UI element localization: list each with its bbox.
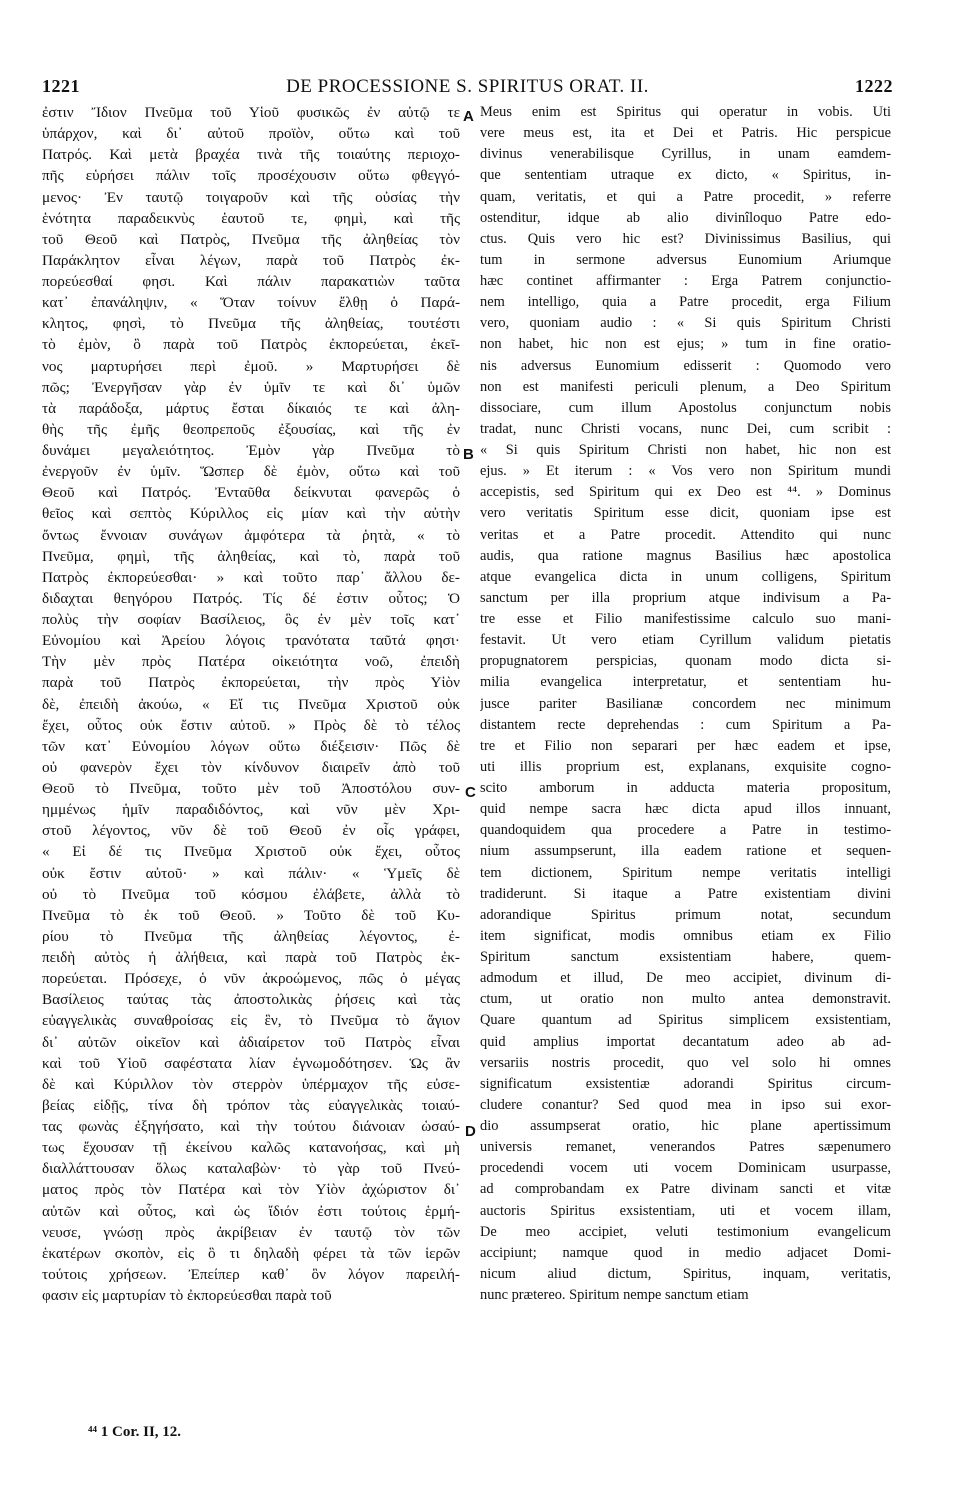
greek-text-line: Πνεῦμα τὸ ἐκ τοῦ Θεοῦ. » Τοῦτο δὲ τοῦ Κυ- xyxy=(42,906,460,924)
greek-text-line: τὸ ἐμὸν, ὃ παρὰ τοῦ Πατρὸς ἐκπορεύεται, ἐκεῖ- xyxy=(42,336,460,354)
latin-text-line: accipiunt; namque quod in medio adjacet Domi- xyxy=(480,1244,891,1261)
greek-text-line: « Εἰ δέ τις Πνεῦμα Χριστοῦ οὐκ ἔχει, οὗτος xyxy=(42,843,460,861)
greek-text-line: ἐστιν Ἴδιον Πνεῦμα τοῦ Υἱοῦ φυσικῶς ἐν αὐτῷ τε xyxy=(42,104,460,121)
greek-text-line: τὰ παράδοξα, μάρτυς ἔσται δίκαιός τε καὶ ἀλη- xyxy=(42,399,460,417)
footnote: ⁴⁴ 1 Cor. II, 12. xyxy=(88,1424,182,1440)
latin-text-line: De meo accipiet, veluti testimonium evangelicum xyxy=(480,1223,891,1240)
greek-text-line: Παράκλητον εἶναι λέγων, παρὰ τοῦ Πατρὸς ἐκ- xyxy=(42,251,460,269)
greek-text-line: Πατρὸς ἐκπορεύεσθαι· » καὶ τοῦτο παρ᾽ ἄλλου δε- xyxy=(42,568,460,586)
greek-text-line: διδαχται θεηγόρου Πατρός. Τίς δέ ἐστιν οὗτος; Ὁ xyxy=(42,589,460,607)
latin-text-line: atque evangelica dicta in unum colligens, Spiritum xyxy=(480,568,891,585)
latin-text-line: tum in sermone adversus Eunomium Ariumque xyxy=(480,251,891,268)
latin-text-line: vere meus est, ita et Dei et Patris. Hic perspicue xyxy=(480,125,891,142)
greek-text-line: Πνεῦμα, φημὶ, τῆς ἀληθείας, καὶ τὸ, παρὰ τοῦ xyxy=(42,547,460,565)
latin-text-line: que sententiam utraque ex dicto, « Spiritus, in- xyxy=(480,167,891,184)
greek-text-line: οὐκ ἔστιν αὐτοῦ· » καὶ πάλιν· « Ὑμεῖς δὲ xyxy=(42,864,460,882)
page-number-left: 1221 xyxy=(42,76,80,96)
latin-text-line: universis remanet, venerandos Patres sæpenumero xyxy=(480,1139,891,1156)
greek-text-line: τως ἔχουσαν τῇ ἐκείνου καλῶς κατανοήσας, καὶ μὴ xyxy=(42,1139,460,1157)
latin-text-line: audis, qua ratione magnus Basilius hæc apostolica xyxy=(480,547,891,564)
latin-text-line: item significat, modis omnibus etiam ex Filio xyxy=(480,927,891,944)
latin-text-line: admodum et illud, De meo accipiet, divinum di- xyxy=(480,970,891,987)
greek-text-line: βείας εἰδῇς, τίνα δὴ τρόπον τὰς εὐαγγελικὰς τοιαύ- xyxy=(42,1096,460,1114)
greek-text-line: ματος πρὸς τὸν Πατέρα καὶ τὸν Υἱὸν ἀχώριστον δι᾽ xyxy=(42,1181,460,1199)
latin-text-line: dio assumpserat oratio, hic plane apertissimum xyxy=(480,1118,891,1134)
latin-text-line: ctum, ut oratio non multo antea demonstravit. xyxy=(480,991,891,1008)
greek-text-line: εὐαγγελικὰς συναθροίσας εἰς ἓν, τὸ Πνεῦμα τὸ ἅγιον xyxy=(42,1012,460,1030)
latin-text-line: milia evangelica interpretatur, et sententiam hu- xyxy=(480,674,891,691)
latin-text-line: significatum exsistentiæ adorandi Spiritus circum- xyxy=(480,1075,891,1092)
latin-text-line: Quare quantum ad Spiritus simplicem exsistentiam, xyxy=(480,1012,891,1029)
latin-text-line: divinus venerabilisque Cyrillus, in unam eamdem- xyxy=(480,146,891,163)
latin-text-line: hæc continet affirmanter : Erga Patrem conjunctio- xyxy=(480,273,891,289)
margin-marker-d: D xyxy=(465,1123,476,1140)
latin-text-line: ostenditur, idque ab alio divinîloquo Patre edo- xyxy=(480,209,891,226)
greek-text-line: κλητος, φησὶ, τὸ Πνεῦμα τῆς ἀληθείας, τουτέστι xyxy=(42,315,460,333)
greek-text-line: κατ᾽ ἐπανάληψιν, « Ὅταν τοίνυν ἔλθῃ ὁ Παρά- xyxy=(42,294,460,312)
greek-text-line: οὐ τὸ Πνεῦμα τοῦ κόσμου ἐλάβετε, ἀλλὰ τὸ xyxy=(42,885,460,903)
greek-text-line: ὄντως ἔννοιαν συνάγων ἀμφότερα τὰ ῥητὰ, « τὸ xyxy=(42,526,460,544)
latin-text-line: « Si quis Spiritum Christi non habet, hic non est xyxy=(480,442,891,458)
greek-text-line: οὐ φανερὸν ἔχει τὸν κίνδυνον διαιρεῖν ἀπὸ τοῦ xyxy=(42,758,460,776)
latin-text-line: tem dictionem, Spiritum nempe veritatis intelligi xyxy=(480,864,891,881)
margin-marker-c: C xyxy=(465,784,476,801)
greek-text-line: πολὺς τὴν σοφίαν Βασίλειος, ὃς ἐν μὲν τοῖς κατ᾽ xyxy=(42,611,460,628)
latin-text-line: nicum aliud dictum, Spiritus, inquam, veritatis, xyxy=(480,1265,891,1282)
greek-text-line: δι᾽ αὐτῶν οἰκεῖον καὶ ἀδιαίρετον τοῦ Πατρὸς εἶναι xyxy=(42,1033,460,1051)
greek-text-line: μενος· Ἐν ταυτῷ τοιγαροῦν καὶ τῆς οὐσίας τὴν xyxy=(42,188,460,206)
greek-text-line: ἐνεργοῦν ἐν ὑμῖν. Ὥσπερ δὲ ἐμὸν, οὕτω καὶ τοῦ xyxy=(42,463,460,481)
latin-text-line: cludere conantur? Sed quod mea in ipso sui exor- xyxy=(480,1096,891,1113)
greek-text-line: Εὐνομίου καὶ Ἀρείου λόγοις τρανότατα ταῦτά φησι· xyxy=(42,632,460,650)
latin-text-line: quid amplius importat decantatum adeo ab ad- xyxy=(480,1033,891,1050)
greek-text-line: τούτοις χρήσεων. Ἐπείπερ καθ᾽ ὃν λόγον παρειλή- xyxy=(42,1265,460,1283)
running-head xyxy=(42,76,893,100)
greek-text-line: ημμένως ἡμῖν παραδιδόντος, καὶ νῦν μὲν Χρι- xyxy=(42,801,460,819)
greek-text-line: δυνάμει μεγαλειότητος. Ἐμὸν γὰρ Πνεῦμα τὸ xyxy=(42,442,460,459)
greek-text-line: Πατρός. Καὶ μετὰ βραχέα τινὰ τῆς τοιαύτης περιοχο- xyxy=(42,146,460,164)
latin-text-line: procedendi vocem uti vocem Dominicam usurpasse, xyxy=(480,1160,891,1177)
greek-text-line: παρὰ τοῦ Πατρὸς ἐκπορεύεται, τὴν πρὸς Υἱὸν xyxy=(42,674,460,692)
latin-text-line: nunc prætereo. Spiritum nempe sanctum etiam xyxy=(480,1287,749,1303)
latin-text-line: non habet, hic non est ejus; » tum in fine oratio- xyxy=(480,336,891,353)
latin-text-line: auctoris Spiritus exsistentiam, uti et vocem illam, xyxy=(480,1202,891,1219)
latin-text-line: tre esse et Filio manifestissime calculo suo mani- xyxy=(480,611,891,627)
latin-text-line: quid nempe sacra hæc dicta apud illos innuant, xyxy=(480,801,891,818)
margin-marker-b: B xyxy=(463,446,474,463)
greek-text-line: Τὴν μὲν πρὸς Πατέρα οἰκειότητα νοῶ, ἐπειδὴ xyxy=(42,653,460,671)
greek-text-line: νευσε, γνώσῃ πρὸς ἀκρίβειαν ἐν ταυτῷ τὸν τῶν xyxy=(42,1223,460,1241)
latin-text-line: scito amborum in adducta materia propositum, xyxy=(480,780,891,796)
latin-text-line: quandoquidem qua procedere a Patre in testimo- xyxy=(480,822,891,839)
greek-text-line: Βασίλειος ταύτας τὰς ἀποστολικὰς ῥήσεις καὶ τὰς xyxy=(42,991,460,1009)
latin-text-line: propugnatorem perspicias, quonam modo dicta si- xyxy=(480,653,891,670)
greek-text-line: Θεοῦ καὶ Πατρός. Ἐνταῦθα δείκνυται φανερῶς ὁ xyxy=(42,484,460,502)
greek-text-line: θὴς τῆς ἐμῆς θεοπρεποῦς ἐξουσίας, καὶ τῆς ἐν xyxy=(42,420,460,438)
latin-text-line: distantem recte deprehendas : cum Spiritum a Pa- xyxy=(480,716,891,733)
latin-text-line: ctus. Quis vero hic est? Divinissimus Basilius, qui xyxy=(480,230,891,247)
greek-text-line: ἑκατέρων σκοπὸν, εἰς ὃ τι δηλαδὴ φέρει τὰ τῶν ἱερῶν xyxy=(42,1244,460,1262)
latin-text-line: nium assumpserunt, illa eadem ratione et sequen- xyxy=(480,843,891,860)
greek-text-line: θεῖος καὶ σεπτὸς Κύριλλος εἰς μίαν καὶ τὴν αὐτὴν xyxy=(42,505,460,523)
greek-text-line: πειδὴ αὐτὸς ἡ ἀλήθεια, καὶ παρὰ τοῦ Πατρὸς ἐκ- xyxy=(42,949,460,966)
latin-text-line: ad comprobandam ex Patre divinam sancti et vitæ xyxy=(480,1181,891,1198)
greek-text-line: τοῦ Θεοῦ καὶ Πατρὸς, Πνεῦμα τῆς ἀληθείας τὸν xyxy=(42,230,460,248)
greek-text-line: διαλλάττουσαν ὅλως καταλαβὼν· τὸ γὰρ τοῦ Πνεύ- xyxy=(42,1160,460,1178)
greek-text-line: στοῦ λέγοντος, νῦν δὲ τοῦ Θεοῦ ἐν οἷς γράφει, xyxy=(42,822,460,840)
page-title: DE PROCESSIONE S. SPIRITUS ORAT. II. xyxy=(286,76,649,97)
latin-text-line: versariis nostris procedit, quo vel solo hi omnes xyxy=(480,1054,891,1071)
latin-text-line: vero veritatis Spiritum esse dicit, quoniam ipse est xyxy=(480,505,891,522)
greek-text-line: φασιν εἰς μαρτυρίαν τὸ ἐκπορεύεσθαι παρὰ τοῦ xyxy=(42,1287,332,1304)
page-number-right: 1222 xyxy=(854,76,893,96)
margin-marker-a: A xyxy=(463,108,474,125)
latin-text-line: nis adversus Eunomium edisserit : Quomodo vero xyxy=(480,357,891,374)
greek-text-line: νος μαρτυρήσει περὶ ἐμοῦ. » Μαρτυρήσει δὲ xyxy=(42,357,460,375)
greek-text-line: πορεύεται. Πρόσεχε, ὁ νῦν ἀκροώμενος, πῶς ὁ μέγας xyxy=(42,970,460,988)
latin-text-line: vero, quoniam audio : « Si quis Spiritum Christi xyxy=(480,315,891,332)
greek-text-line: ἔχει, οὗτος οὐκ ἔστιν αὐτοῦ. » Πρὸς δὲ τὸ τέλος xyxy=(42,716,460,734)
latin-text-line: adorandique Spiritus primum notat, secundum xyxy=(480,906,891,923)
latin-text-line: veritas et a Patre procedit. Attendito qui nunc xyxy=(480,526,891,543)
latin-text-line: ejus. » Et iterum : « Vos vero non Spiritum mundi xyxy=(480,463,891,480)
greek-text-line: δὲ, ἐπειδὴ ἀκούω, « Εἴ τις Πνεῦμα Χριστοῦ οὐκ xyxy=(42,695,460,713)
latin-column xyxy=(480,102,891,1306)
latin-text-line: accepistis, sed Spiritum qui ex Deo est ⁴⁴. » Dominus xyxy=(480,484,891,501)
latin-text-line: tre et Filio non separari per hæc eadem et ipse, xyxy=(480,737,891,754)
greek-text-line: ἑνότητα παραδεικνὺς ἑαυτοῦ τε, φημὶ, καὶ τῆς xyxy=(42,209,460,227)
latin-text-line: Meus enim est Spiritus qui operatur in vobis. Uti xyxy=(480,104,891,120)
greek-text-line: δὲ καὶ Κύριλλον τὸν στερρὸν ὑπέρμαχον τῆς εὐσε- xyxy=(42,1075,460,1093)
greek-text-line: ὑπάρχον, καὶ δι᾽ αὐτοῦ προϊὸν, οὕτω καὶ τοῦ xyxy=(42,125,460,143)
greek-text-line: πορεύεσθαί φησι. Καὶ πάλιν παρακατιὼν ταῦτα xyxy=(42,273,460,290)
latin-text-line: quam, veritatis, et qui a Patre procedit, » referre xyxy=(480,188,891,205)
latin-text-line: sanctum per illa proprium atque indivisum a Pa- xyxy=(480,589,891,606)
latin-text-line: tradiderunt. Si itaque a Patre existentiam divini xyxy=(480,885,891,902)
latin-text-line: jusce pariter Basilianæ concordem nec minimum xyxy=(480,695,891,712)
greek-text-line: τας φωνὰς ἐξηγήσατο, καὶ τὴν τούτου διάνοιαν ὡσαύ- xyxy=(42,1118,460,1135)
latin-text-line: festavit. Ut vero etiam Cyrillum validum pietatis xyxy=(480,632,891,649)
latin-text-line: Spiritum sanctum exsistentiam habere, quem- xyxy=(480,949,891,965)
greek-text-line: καὶ τοῦ Υἱοῦ σαφέστατα λίαν ἐγνωμοδότησεν. Ὡς ἂν xyxy=(42,1054,460,1072)
latin-text-line: uti illis proprium est, explanans, exquisite cogno- xyxy=(480,758,891,775)
greek-text-line: Θεοῦ τὸ Πνεῦμα, τοῦτο μὲν τοῦ Ἀποστόλου συν- xyxy=(42,780,460,797)
greek-text-line: πῆς εὑρήσει πάλιν τοῖς προσέχουσιν οὕτω φθεγγό- xyxy=(42,167,460,185)
latin-text-line: dissociare, cum illum Apostolus conjunctum nobis xyxy=(480,399,891,416)
greek-column xyxy=(42,102,460,1306)
latin-text-line: tradat, nunc Christi vocans, nunc Dei, cum scribit : xyxy=(480,420,891,437)
greek-text-line: ρίου τὸ Πνεῦμα τῆς ἀληθείας λέγοντος, ἐ- xyxy=(42,927,460,945)
greek-text-line: τῶν κατ᾽ Εὐνομίου λόγων οὕτω διέξεισιν· Πῶς δὲ xyxy=(42,737,460,755)
latin-text-line: nem intelligo, quia a Patre procedit, erga Filium xyxy=(480,294,891,311)
greek-text-line: πῶς; Ἐνεργῆσαν γὰρ ἐν ὑμῖν τε καὶ δι᾽ ὑμῶν xyxy=(42,378,460,396)
latin-text-line: non est manifesti periculi plenum, a Deo Spiritum xyxy=(480,378,891,395)
greek-text-line: αὐτῶν καὶ οὗτος, καὶ ὡς ἴδιόν ἐστι τούτοις ἑρμή- xyxy=(42,1202,460,1220)
